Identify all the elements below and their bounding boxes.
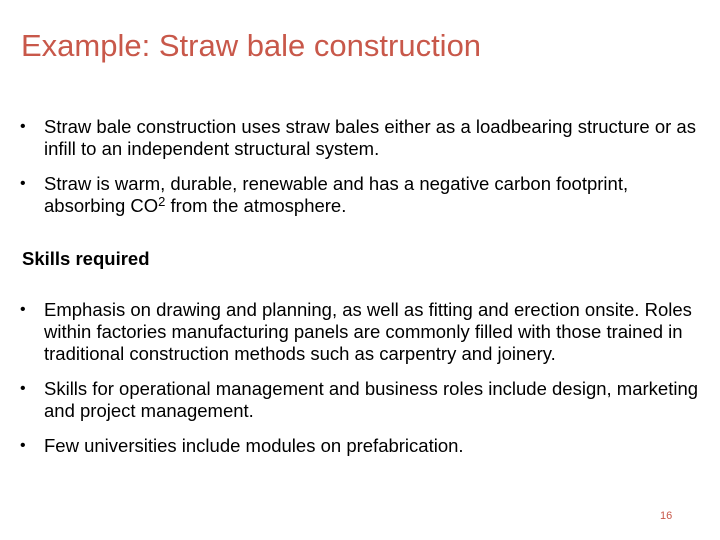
bullet-item [0,299,708,365]
bullet-text [44,173,628,216]
skills-bullet-list [0,299,720,457]
bullet-dot-icon: • [20,118,26,135]
bullet-item [0,378,708,422]
bullet-text-part: from the atmosphere. [165,195,347,216]
bullet-item [0,116,708,160]
bullet-text: Few universities include modules on prefabrication. [44,435,464,456]
bullet-dot-icon: • [20,437,26,454]
bullet-text: Skills for operational management and business roles include design, marketing and project management. [44,378,699,421]
co2-subscript: 2 [158,194,166,209]
intro-bullet-list [0,116,720,217]
bullet-text: Straw bale construction uses straw bales either as a loadbearing structure or as infill to an independent structural system. [44,116,696,159]
bullet-dot-icon: • [20,175,26,192]
bullet-item [0,435,708,457]
slide-title: Example: Straw bale construction [21,28,482,63]
bullet-text-part: Straw is warm, durable, renewable and has a negative carbon footprint, absorbing CO [44,173,629,216]
bullet-item [0,173,708,217]
bullet-text: Emphasis on drawing and planning, as well as fitting and erection onsite. Roles within factories manufacturing panels are commonly filled with those trained in traditional construction methods such as carpentry and joinery. [44,299,692,364]
bullet-dot-icon: • [20,380,26,397]
section-heading: Skills required [22,248,150,269]
page-number: 16 [660,510,673,522]
bullet-dot-icon: • [20,301,26,318]
